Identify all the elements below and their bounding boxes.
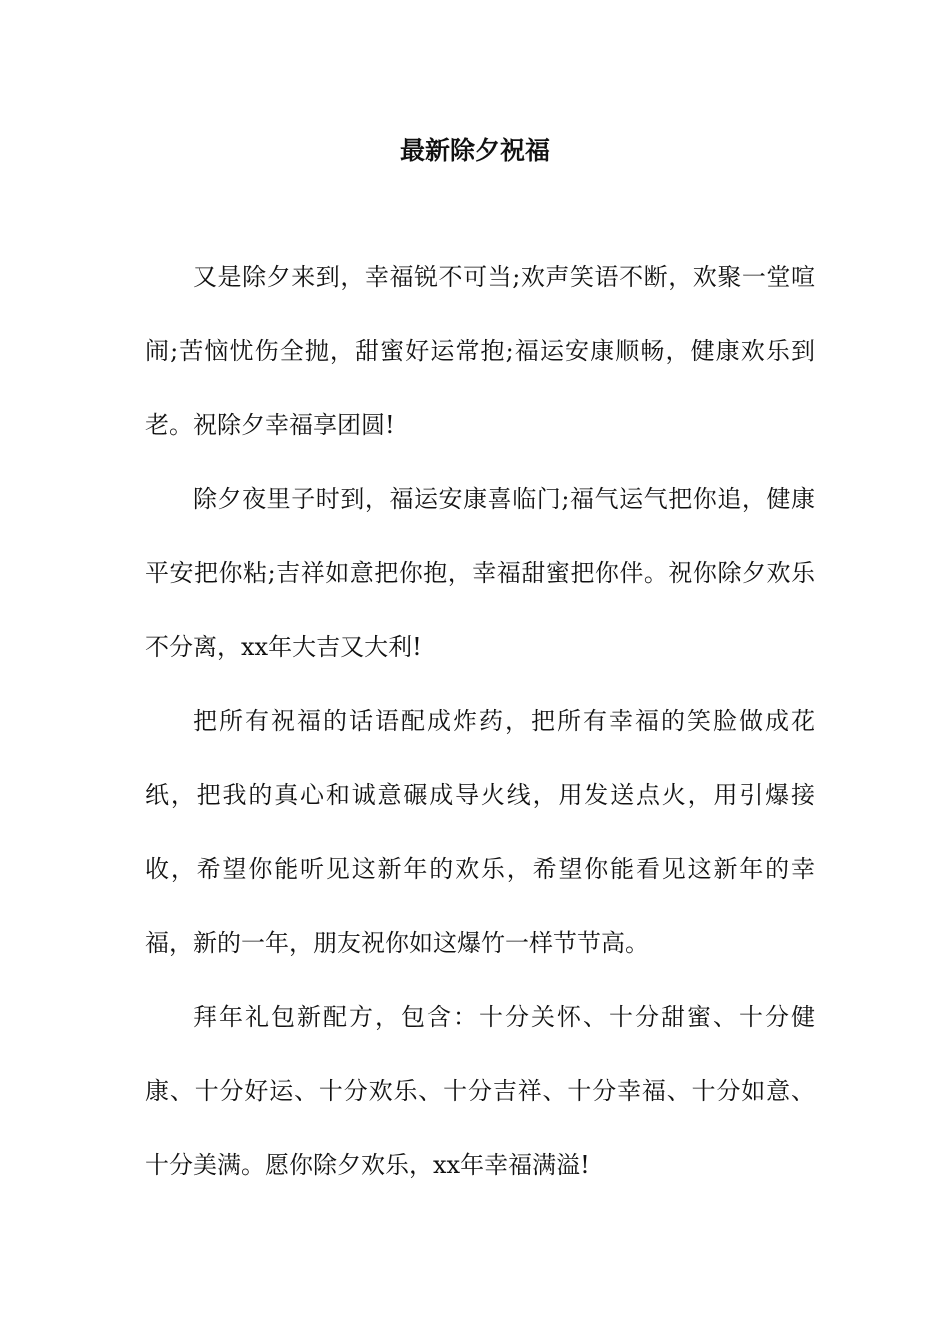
paragraph-4: 拜年礼包新配方，包含：十分关怀、十分甜蜜、十分健康、十分好运、十分欢乐、十分吉祥、十分幸福、十分如意、十分美满。愿你除夕欢乐，xx年幸福满溢! — [145, 1003, 815, 1179]
document-title: 最新除夕祝福 — [399, 136, 550, 165]
paragraph-2: 除夕夜里子时到，福运安康喜临门;福气运气把你追，健康平安把你粘;吉祥如意把你抱，幸福甜蜜把你伴。祝你除夕欢乐不分离，xx年大吉又大利! — [145, 485, 815, 661]
paragraph-3: 把所有祝福的话语配成炸药，把所有幸福的笑脸做成花纸，把我的真心和诚意碾成导火线，用发送点火，用引爆接收，希望你能听见这新年的欢乐，希望你能看见这新年的幸福，新的一年，朋友祝你如这爆竹一样节节高。 — [145, 707, 815, 957]
paragraph-1: 又是除夕来到，幸福锐不可当;欢声笑语不断，欢聚一堂喧闹;苦恼忧伤全抛，甜蜜好运常抱;福运安康顺畅，健康欢乐到老。祝除夕幸福享团圆! — [145, 263, 815, 439]
document-body — [145, 240, 815, 1202]
